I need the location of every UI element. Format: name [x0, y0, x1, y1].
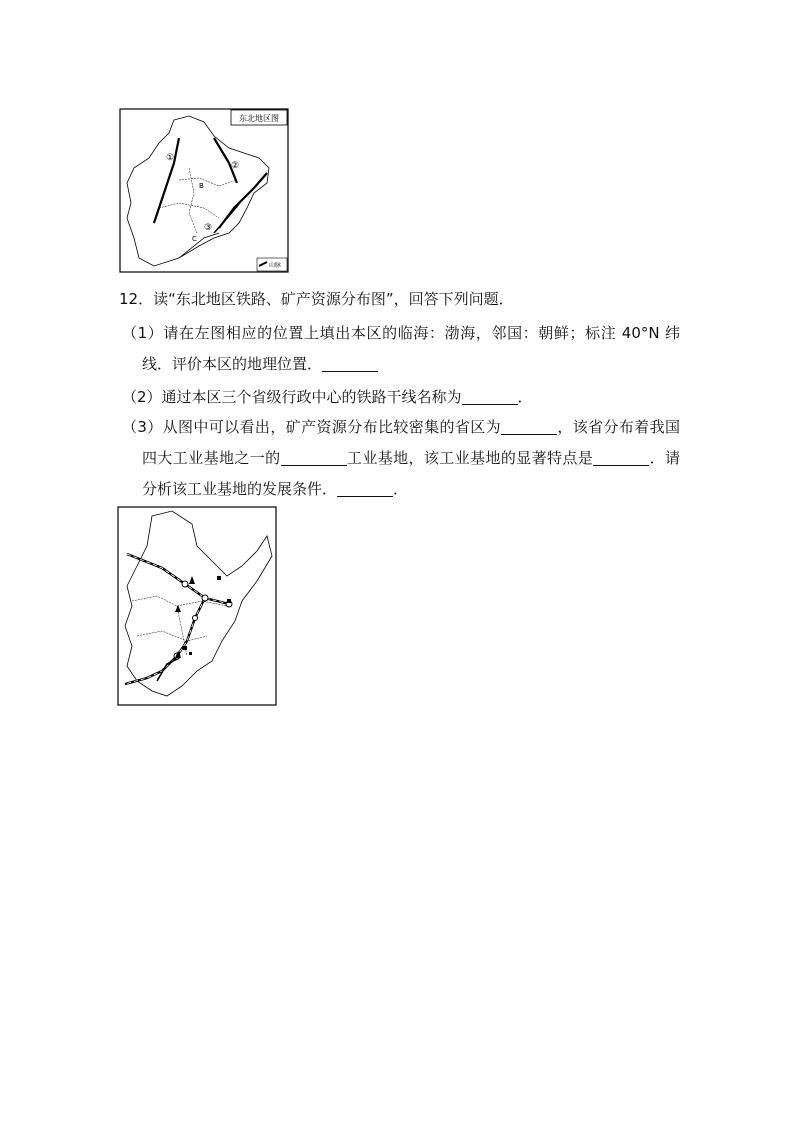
- part3-feature-blank[interactable]: [593, 447, 649, 466]
- map1-label-b: B: [199, 182, 204, 190]
- northeast-region-map: [119, 108, 289, 273]
- map1-label-3: ③: [204, 223, 213, 233]
- question-number: 12．: [119, 290, 154, 308]
- map1-label-c: C: [192, 235, 197, 243]
- part2-text: （2）通过本区三个省级行政中心的铁路干线名称为: [122, 388, 462, 406]
- question-intro: [119, 288, 514, 310]
- map1-title: 东北地区图: [239, 114, 279, 123]
- part3-conditions-blank[interactable]: [337, 478, 393, 497]
- part3-text-d: ．请分析该工业基地的发展条件．: [142, 449, 680, 498]
- part1-text: （1）请在左图相应的位置上填出本区的临海：渤海，邻国：朝鲜；标注 40°N 纬线．评价本区的地理位置．: [122, 324, 680, 373]
- map1-legend-label: 山脉: [269, 262, 282, 269]
- question-part-3: [122, 412, 680, 505]
- part3-province-blank[interactable]: [501, 416, 557, 435]
- map1-label-1: ①: [166, 153, 175, 163]
- part3-end: ．: [393, 480, 409, 498]
- part2-answer-blank[interactable]: [462, 386, 518, 405]
- question-part-2: [122, 382, 680, 413]
- part3-text-b: ，该省分布着我国四大工业基地之一的: [142, 418, 680, 467]
- part3-text-a: （3）从图中可以看出，矿产资源分布比较密集的省区为: [122, 418, 501, 436]
- part3-text-c: 工业基地，该工业基地的显著特点是: [346, 449, 594, 467]
- map1-label-2: ②: [231, 161, 240, 171]
- part1-answer-blank[interactable]: [322, 353, 378, 372]
- question-intro-text: 读“东北地区铁路、矿产资源分布图”，回答下列问题．: [153, 290, 514, 308]
- part3-base-blank[interactable]: [281, 447, 347, 466]
- part2-end: ．: [517, 388, 533, 406]
- railway-mineral-map: [117, 506, 277, 706]
- question-part-1: [122, 318, 680, 380]
